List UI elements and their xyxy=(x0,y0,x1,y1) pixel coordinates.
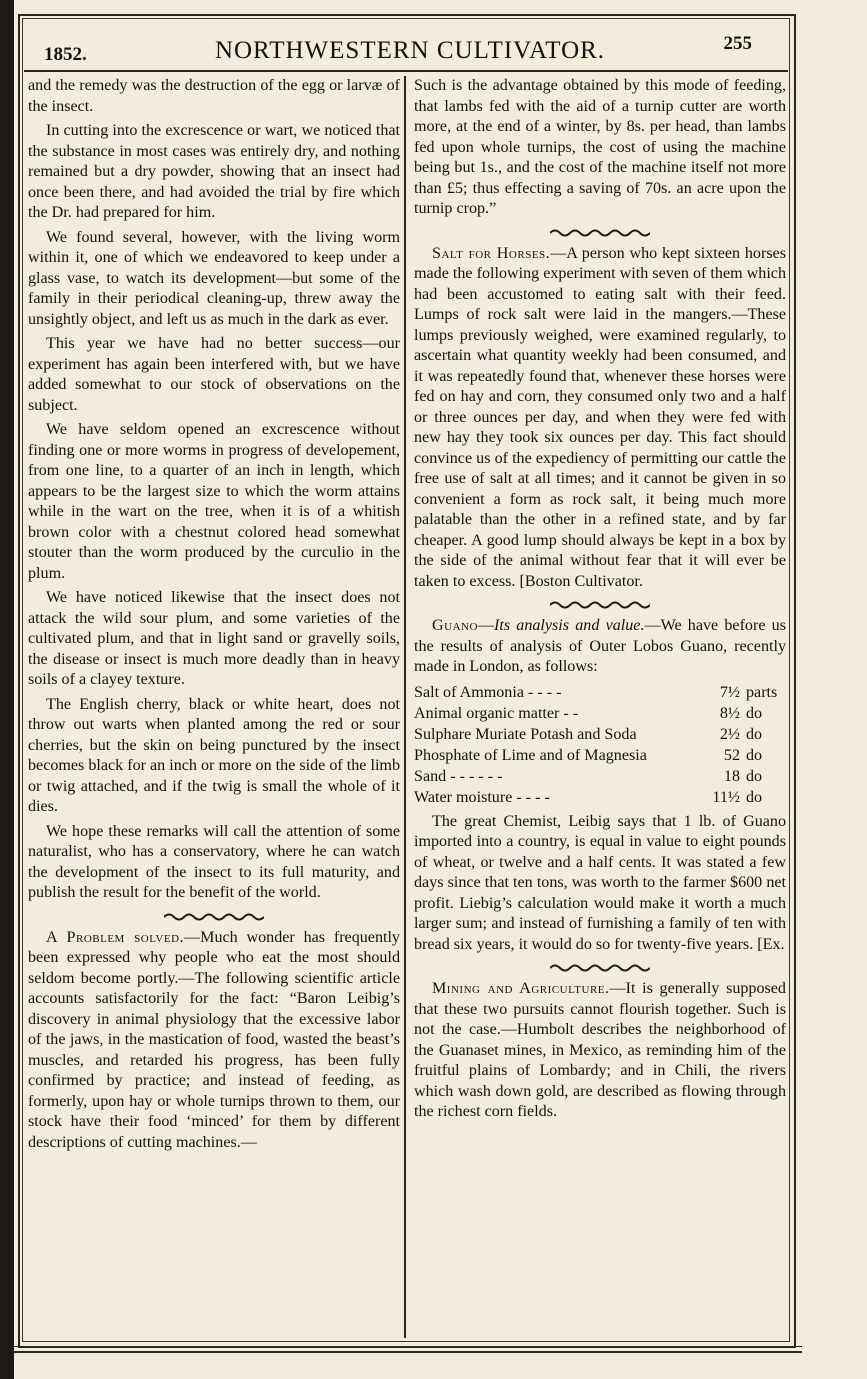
right-column xyxy=(414,76,786,1127)
analysis-item: Animal organic matter - - xyxy=(414,704,579,722)
header-year: 1852. xyxy=(44,44,87,65)
analysis-unit: parts xyxy=(746,683,778,701)
analysis-unit: do xyxy=(746,767,763,785)
paragraph: In cutting into the excrescence or wart, we noticed that the substance in most cases was entirely dry, and nothing remained but a dry powder, showing that an insect had once been there, and had avoided the trial by fire which the Dr. had prepared for him. xyxy=(28,122,400,221)
paragraph: Such is the advantage obtained by this mode of feeding, that lambs fed with the aid of a turnip cutter are worth more, at the end of a winter, by 8s. per head, than lambs fed upon whole turnips, the cost of using the machine being but 1s., and the cost of the machine itself not more than £5; thus effecting a saving of 70s. an acre upon the turnip crop.” xyxy=(414,77,786,217)
article-body: The great Chemist, Leibig says that 1 lb. of Guano imported into a country, is equal in value to eight pounds of wheat, or twelve and a half cents. It was stated a few days since that ten tons, was worth to the farmer $600 net profit. Liebig’s calculation would make it worth a much larger sum; and instead of furnishing a family of ten with bread six years, it would do so for twenty-five years. xyxy=(414,812,786,953)
article-subheading: Its analysis and value. xyxy=(494,617,645,634)
article-salt-for-horses xyxy=(414,244,786,593)
analysis-unit: do xyxy=(746,725,763,743)
section-divider-ornament xyxy=(28,908,400,924)
article-problem-solved xyxy=(28,928,400,1154)
analysis-value: 18 xyxy=(723,767,740,785)
page-header xyxy=(30,28,790,72)
analysis-row xyxy=(414,703,786,724)
analysis-item: Sand - - - - - - xyxy=(414,767,503,785)
article-source: [Boston Cultivator. xyxy=(519,572,643,590)
masthead-title: NORTHWESTERN CULTIVATOR. xyxy=(214,37,606,64)
paragraph: We have seldom opened an excrescence without finding one or more worms in progress of developement, from one line, to a quarter of an inch in length, which appears to be the largest size to which the worm attains while in the wart on the tree, when it is of a whitish brown color with a chestnut colored head somewhat stouter than the worm produced by the curculio in the plum. xyxy=(28,421,400,582)
analysis-value: 7½ xyxy=(719,683,740,701)
article-body: —Much wonder has frequently been expressed why people who eat the most should seldom become portly.—The following scientific article accounts satisfactorily for the fact: “Baron Leibig’s discovery in animal physiology that the excessive labor of the jaws, in the mastication of food, wasted the beast’s muscles, and retarded his progress, has been fully confirmed by practice; and instead of feeding, as formerly, upon hay or whole turnips thrown to them, our stock have their food ‘minced’ for them by different descriptions of cutting machines.— xyxy=(28,928,400,1151)
paragraph: This year we have had no better success—our experiment has again been interfered with, but we have added somewhat to our stock of observations on the subject. xyxy=(28,335,400,414)
article-heading: Salt for Horses. xyxy=(432,244,551,262)
analysis-row xyxy=(414,682,786,703)
paragraph: We found several, however, with the living worm within it, one of which we endeavored to keep under a glass vase, to watch its development—but some of the family in their periodical cleaning-up, threw away the unsightly object, and left us as much in the dark as ever. xyxy=(28,228,400,328)
article-heading: A Problem solved. xyxy=(46,928,185,946)
analysis-value: 8½ xyxy=(719,704,740,722)
analysis-item: Water moisture - - - - xyxy=(414,788,550,806)
article-heading: Guano xyxy=(432,617,478,634)
article-body: —It is generally supposed that these two pursuits cannot flourish together. Such is not the case.—Humbolt describes the neighborhood of the Guanaset mines, in Mexico, as reminding him of the fruitful plains of Lombardy; and in Chili, the rivers which wash down gold, are described as flowing through the richest corn fields. xyxy=(414,980,786,1120)
paragraph: and the remedy was the destruction of the egg or larvæ of the insect. xyxy=(28,77,400,115)
guano-analysis-table xyxy=(414,682,786,808)
section-divider-ornament xyxy=(414,959,786,975)
analysis-value: 11½ xyxy=(712,788,740,806)
article-body: —We have before us the results of analysis of Outer Lobos Guano, recently made in London, as follows: xyxy=(414,617,786,675)
page-edge-shadow xyxy=(0,0,14,1379)
page-number: 255 xyxy=(723,33,752,54)
section-divider-ornament xyxy=(414,224,786,240)
page-bottom-rule xyxy=(12,1346,802,1353)
analysis-unit: do xyxy=(746,746,763,764)
article-mining xyxy=(414,979,786,1123)
analysis-item: Phosphate of Lime and of Magnesia xyxy=(414,746,647,764)
article-guano: Guano—Its analysis and value.—We have before us the results of analysis of Outer Lobos Guano, recently made in London, as follows: xyxy=(414,617,786,675)
paragraph: The English cherry, black or white heart, does not throw out warts when planted among the red or sour cherries, but the skin on being punctured by the insect becomes black for an inch or more on the side of the limb or twig attached, and if the twig is small the whole of it dies. xyxy=(28,695,400,815)
analysis-value: 52 xyxy=(723,746,740,764)
analysis-row xyxy=(414,724,786,745)
header-rule xyxy=(24,70,788,72)
analysis-row xyxy=(414,766,786,787)
analysis-row xyxy=(414,745,786,766)
analysis-item: Salt of Ammonia - - - - xyxy=(414,683,562,701)
left-column xyxy=(28,76,400,1157)
article-source: [Ex. xyxy=(757,935,785,953)
paragraph: We hope these remarks will call the attention of some naturalist, who has a conservatory, where he can watch the development of the insect to its full maturity, and publish the result for the benefit of the world. xyxy=(28,822,400,901)
analysis-unit: do xyxy=(746,788,763,806)
paragraph: We have noticed likewise that the insect does not attack the wild sour plum, and some varieties of the cultivated plum, and that in light sand or gravelly soils, the disease or insect is much more deadly than in heavy soils of a clayey texture. xyxy=(28,589,400,688)
analysis-row xyxy=(414,787,786,808)
column-divider xyxy=(404,76,406,1338)
article-body: —A person who kept sixteen horses made the following experiment with seven of them which had been accustomed to eating salt with their feed. Lumps of rock salt were laid in the mangers.—These lumps previously weighed, were examined regularly, to ascertain what quantity weekly had been consumed, and it was repeatedly found that, whenever these horses were fed on hay and corn, they consumed only two and a half or three ounces per day, and when they were fed with new hay they took six ounces per day. This fact should convince us of the expediency of permitting our cattle the free use of salt at all times; and it cannot be given in so convenient a form as rock salt, it being much more palatable than the other in a refined state, and by far cheaper. A good lump should always be kept in a box by the side of the animal without fear that it will ever be taken to excess. xyxy=(414,244,786,590)
paragraph xyxy=(414,812,786,956)
section-divider-ornament xyxy=(414,596,786,612)
article-heading: Mining and Agriculture. xyxy=(432,980,610,997)
analysis-value: 2½ xyxy=(719,725,740,743)
analysis-unit: do xyxy=(746,704,763,722)
analysis-item: Sulphare Muriate Potash and Soda xyxy=(414,725,637,743)
